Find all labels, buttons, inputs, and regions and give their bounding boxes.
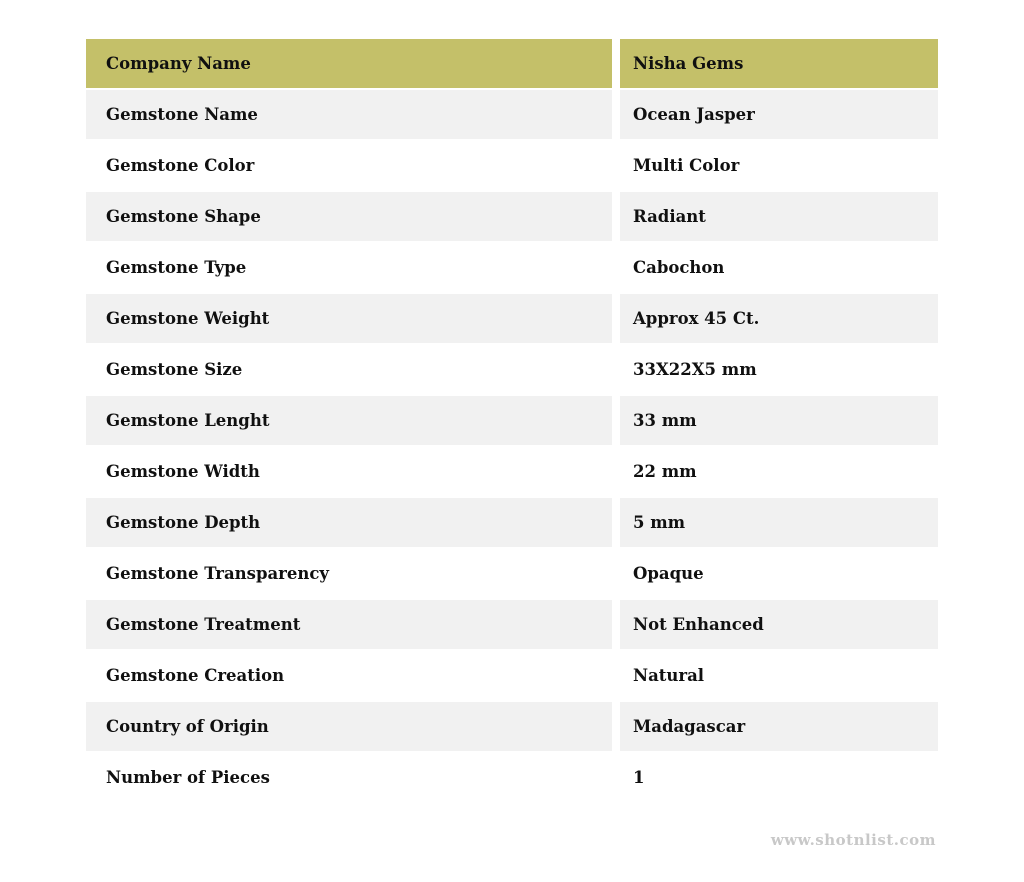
row-label: Gemstone Weight — [86, 294, 612, 343]
row-value: Natural — [633, 666, 705, 685]
table-row — [86, 447, 938, 496]
gemstone-spec-table — [86, 39, 938, 804]
row-value: Opaque — [633, 564, 704, 583]
row-value: Madagascar — [620, 702, 938, 751]
row-label: Gemstone Lenght — [86, 396, 612, 445]
table-row — [86, 651, 938, 700]
row-value: Cabochon — [633, 258, 725, 277]
row-label: Gemstone Color — [106, 156, 255, 175]
table-row — [86, 396, 938, 445]
table-header-value: Nisha Gems — [620, 39, 938, 88]
row-label: Gemstone Size — [106, 360, 243, 379]
row-value: Approx 45 Ct. — [620, 294, 938, 343]
row-value: 5 mm — [620, 498, 938, 547]
watermark-text: www.shotnlist.com — [770, 831, 936, 849]
table-header-label: Company Name — [86, 39, 612, 88]
row-label: Gemstone Width — [106, 462, 260, 481]
table-row — [86, 600, 938, 649]
table-row — [86, 141, 938, 190]
row-label: Gemstone Name — [86, 90, 612, 139]
table-row — [86, 294, 938, 343]
table-row — [86, 90, 938, 139]
table-row — [86, 753, 938, 802]
row-value: Radiant — [620, 192, 938, 241]
table-row — [86, 498, 938, 547]
row-label: Number of Pieces — [106, 768, 270, 787]
table-row — [86, 702, 938, 751]
row-value: Multi Color — [633, 156, 740, 175]
row-label: Gemstone Creation — [106, 666, 285, 685]
table-row — [86, 345, 938, 394]
table-row — [86, 243, 938, 292]
row-value: 33X22X5 mm — [633, 360, 757, 379]
row-label: Country of Origin — [86, 702, 612, 751]
row-label: Gemstone Type — [106, 258, 247, 277]
row-value: 22 mm — [633, 462, 697, 481]
row-value: Ocean Jasper — [620, 90, 938, 139]
table-row — [86, 192, 938, 241]
table-header-row — [86, 39, 938, 88]
row-label: Gemstone Treatment — [86, 600, 612, 649]
row-value: 1 — [633, 768, 645, 787]
row-value: Not Enhanced — [620, 600, 938, 649]
row-label: Gemstone Depth — [86, 498, 612, 547]
row-value: 33 mm — [620, 396, 938, 445]
table-row — [86, 549, 938, 598]
row-label: Gemstone Shape — [86, 192, 612, 241]
row-label: Gemstone Transparency — [106, 564, 329, 583]
